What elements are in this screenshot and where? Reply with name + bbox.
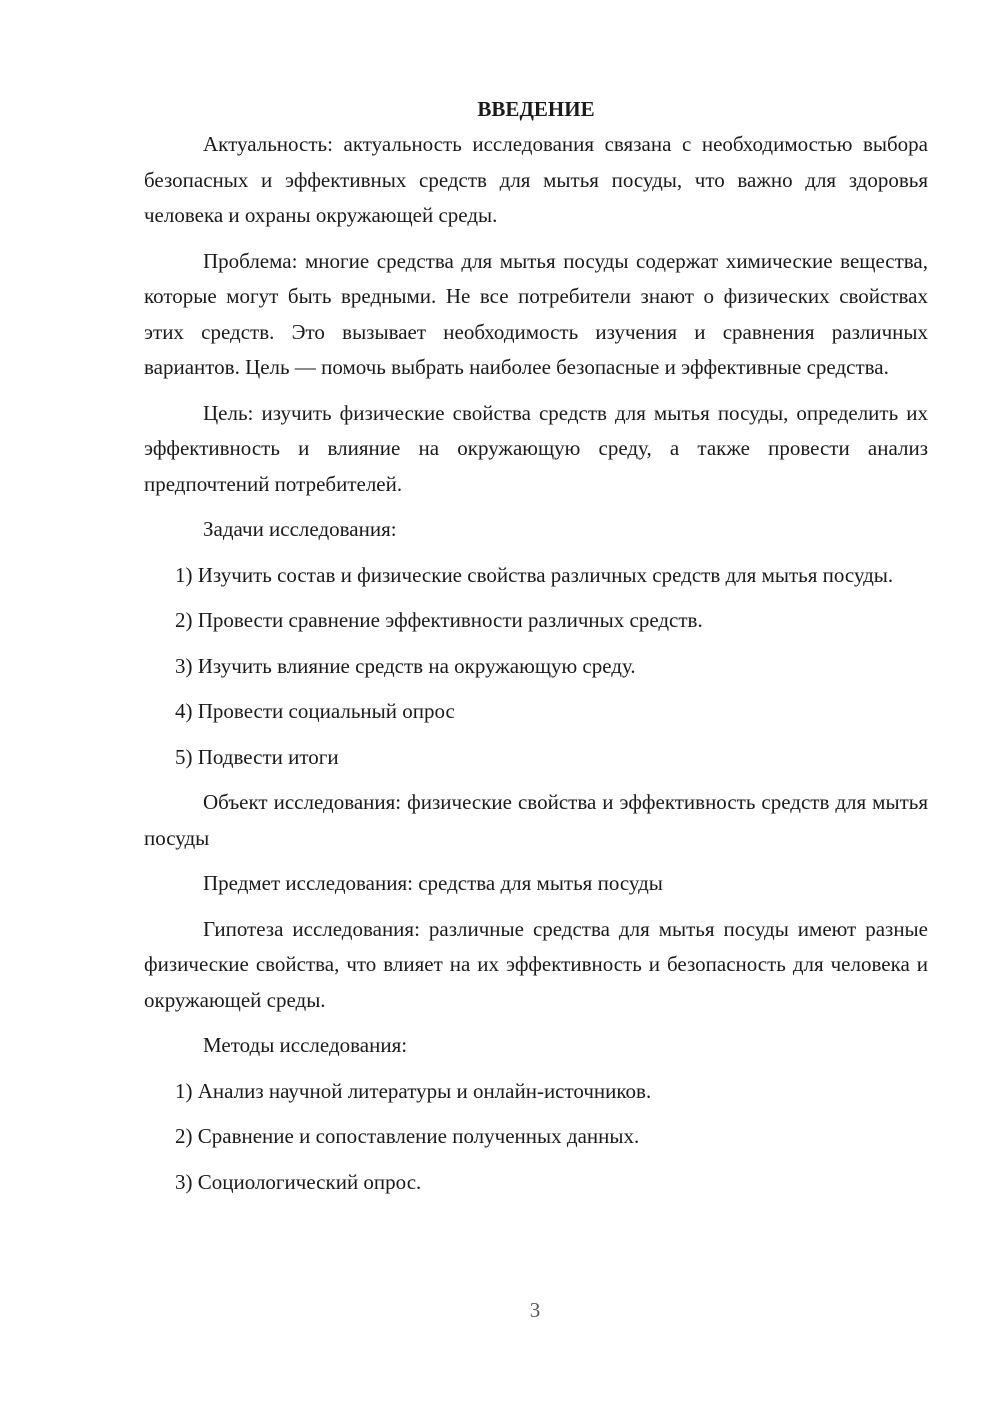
methods-heading: Методы исследования: <box>203 1033 408 1057</box>
task-item-3: 3) Изучить влияние средств на окружающую среду. <box>175 653 636 678</box>
relevance-paragraph: Актуальность: актуальность исследования связана с необходимостью выбора безопасных и эффективных средств для мытья посуды, что важно для здоровья человека и охраны окружающей среды. <box>144 132 928 227</box>
method-item-1: 1) Анализ научной литературы и онлайн-источников. <box>175 1078 652 1103</box>
subject-paragraph: Предмет исследования: средства для мытья посуды <box>203 871 663 895</box>
tasks-heading: Задачи исследования: <box>203 517 397 541</box>
task-item-4: 4) Провести социальный опрос <box>175 699 455 723</box>
method-item-3: 3) Социологический опрос. <box>175 1169 422 1194</box>
document-page <box>144 92 928 1210</box>
object-paragraph: Объект исследования: физические свойства и эффективность средств для мытья посуды <box>144 790 928 850</box>
hypothesis-paragraph: Гипотеза исследования: различные средства для мытья посуды имеют разные физические свойства, что влияет на их эффективность и безопасность для человека и окружающей среды. <box>144 916 928 1012</box>
page-number: 3 <box>529 1298 541 1322</box>
task-item-5: 5) Подвести итоги <box>175 744 339 769</box>
problem-paragraph: Проблема: многие средства для мытья посуды содержат химические вещества, которые могут быть вредными. Не все потребители знают о физических свойствах этих средств. Это вызывает необходимость изучения и сравнения различных вариантов. Цель — помочь выбрать наиболее безопасные и эффективные средства. <box>144 248 928 379</box>
method-item-2: 2) Сравнение и сопоставление полученных данных. <box>175 1124 640 1148</box>
goal-paragraph: Цель: изучить физические свойства средств для мытья посуды, определить их эффективность и влияние на окружающую среду, а также провести анализ предпочтений потребителей. <box>144 400 928 496</box>
task-item-2: 2) Провести сравнение эффективности различных средств. <box>175 608 703 632</box>
page-title: ВВЕДЕНИЕ <box>477 97 595 121</box>
task-item-1: 1) Изучить состав и физические свойства различных средств для мытья посуды. <box>175 562 894 587</box>
